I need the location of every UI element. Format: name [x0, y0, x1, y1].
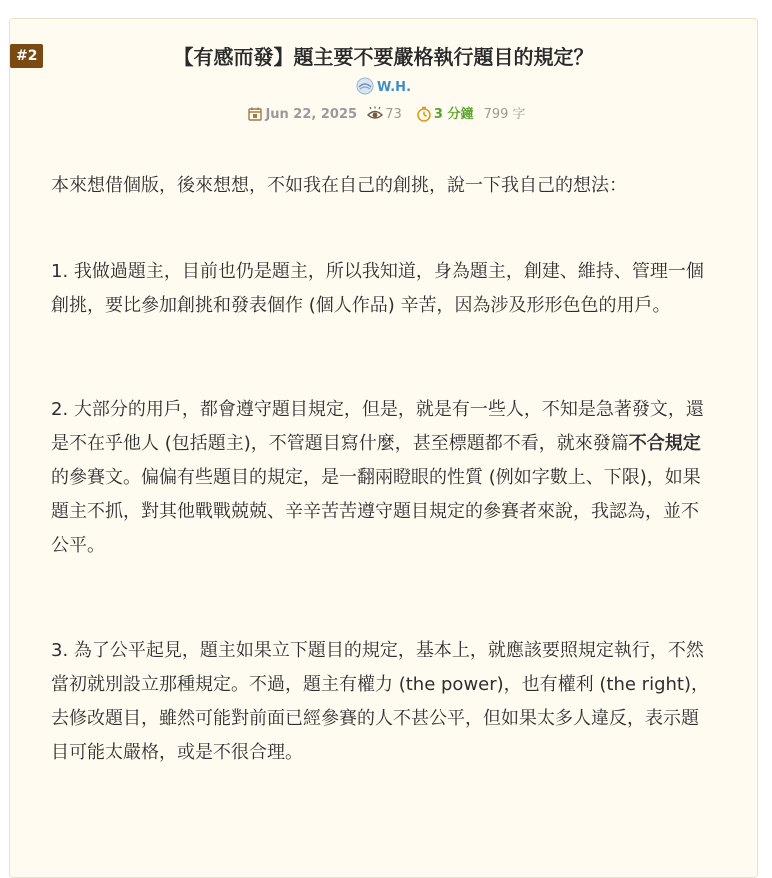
clock-icon: [416, 106, 432, 122]
avatar[interactable]: [356, 77, 374, 95]
paragraph-3: [51, 393, 711, 563]
paragraph-4: 3. 為了公平起見，題主如果立下題目的規定，基本上，就應該要照規定執行，不然當初就別設立那種規定。不過，題主有權力 (the power)，也有權利 (the right)，去修改題目，雖然可能對前面已經參賽的人不甚公平，但如果太多人違反，表示題目可能太嚴格，或是不很合理。: [51, 640, 709, 763]
post-number-badge[interactable]: #2: [10, 44, 43, 68]
paragraph-2: 1. 我做過題主，目前也仍是題主，所以我知道，身為題主，創建、維持、管理一個創挑，要比參加創挑和發表個作 (個人作品) 辛苦，因為涉及形形色色的用戶。: [51, 261, 704, 316]
paragraph-3-text-a: 2. 大部分的用戶，都會遵守題目規定，但是，就是有一些人，不知是急著發文，還是不在乎他人 (包括題主)，不管題目寫什麼，甚至標題都不看，就來發篇: [51, 399, 704, 454]
view-count: 73: [385, 107, 402, 122]
paragraph-3-bold: 不合規定: [628, 433, 701, 454]
paragraph-3-text-b: 的參賽文。偏偏有些題目的規定，是一翻兩瞪眼的性質 (例如字數上、下限)，如果題主不抓，對其他戰戰兢兢、辛辛苦苦遵守題目規定的參賽者來說，我認為，並不公平。: [51, 467, 701, 556]
post-meta: [10, 105, 757, 126]
post-content: [51, 169, 711, 770]
post-date: Jun 22, 2025: [265, 107, 358, 122]
read-time: 3 分鐘: [433, 107, 474, 122]
paragraph-1: 本來想借個版，後來想想，不如我在自己的創挑，說一下我自己的想法：: [51, 175, 627, 196]
post-card: [9, 18, 758, 878]
author-line: [10, 77, 757, 98]
post-title: 【有感而發】題主要不要嚴格執行題目的規定？: [173, 45, 594, 69]
word-count: 799 字: [483, 107, 526, 122]
eye-icon: [367, 106, 383, 122]
calendar-icon: [247, 106, 263, 122]
author-name-link[interactable]: W.H.: [376, 80, 412, 95]
